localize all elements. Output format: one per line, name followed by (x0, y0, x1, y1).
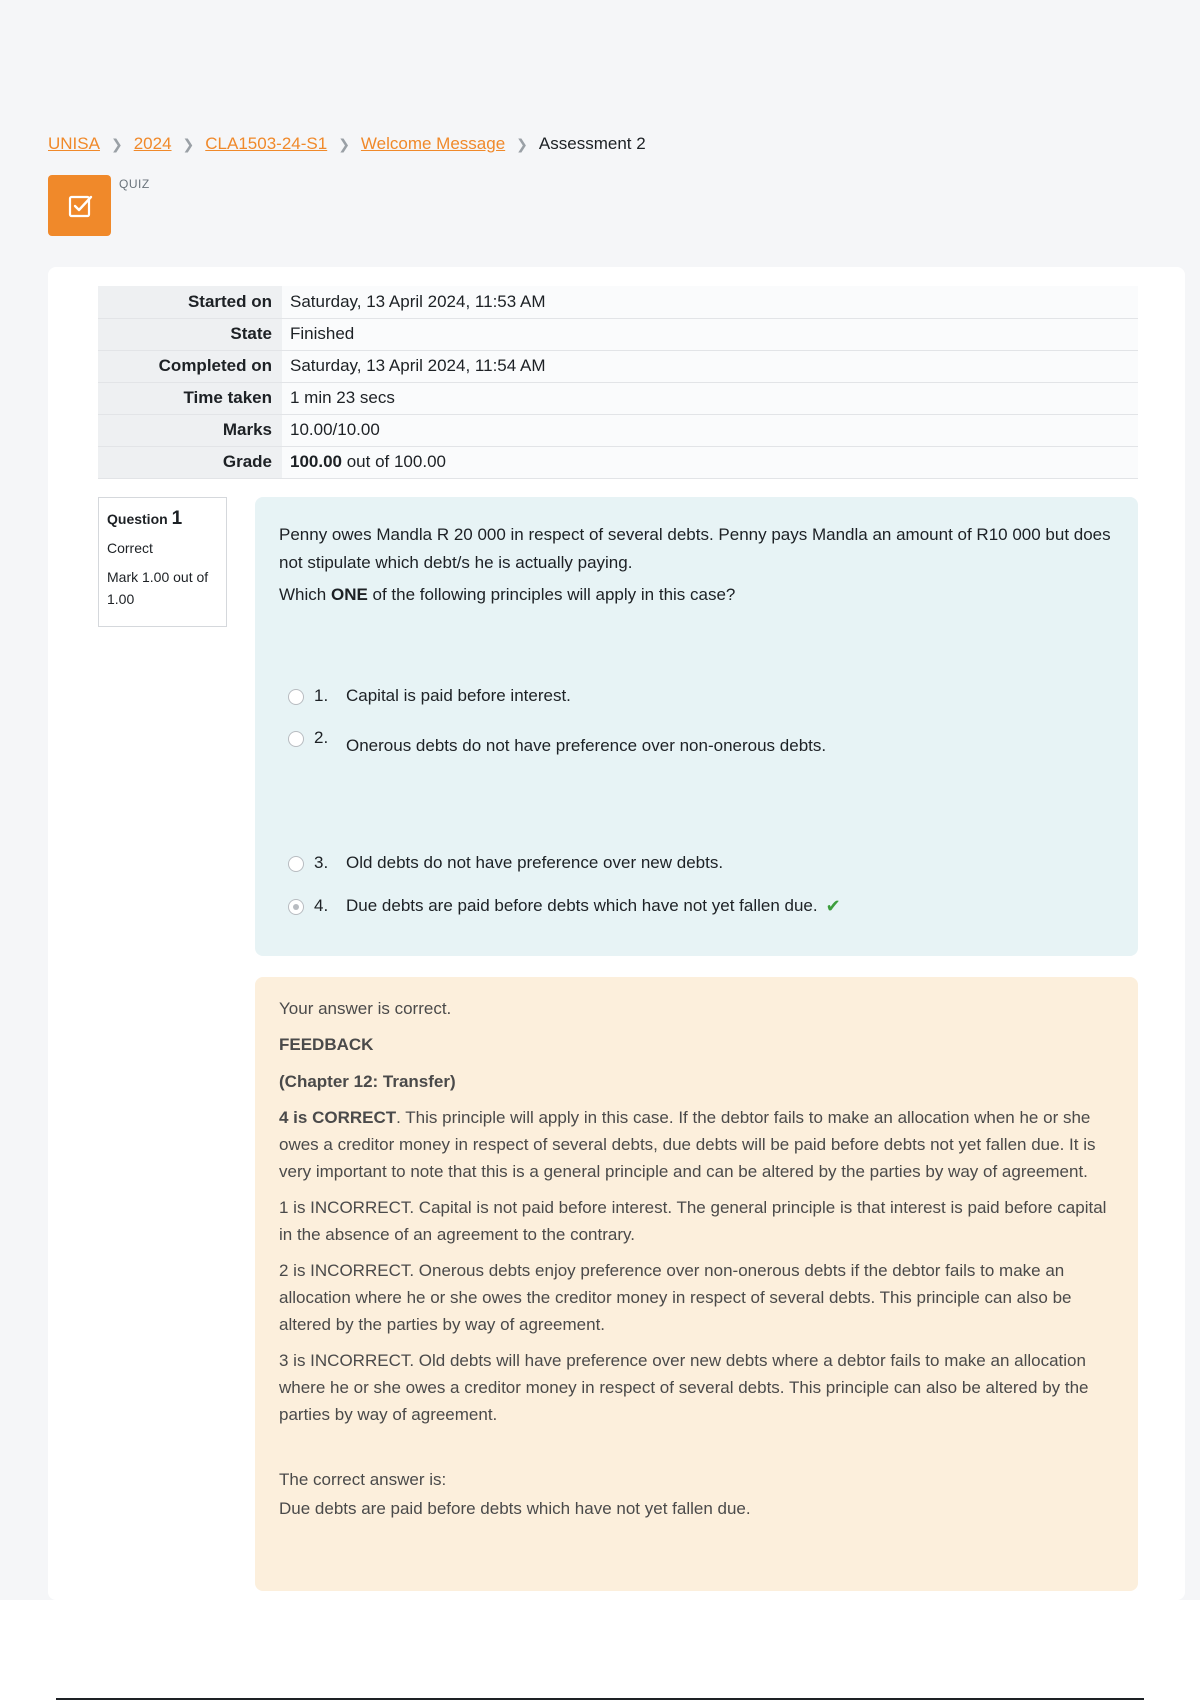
option-text: Old debts do not have preference over new debts. (346, 853, 724, 872)
summary-label: Marks (98, 414, 282, 446)
radio-button[interactable] (288, 689, 304, 705)
correct-check-icon: ✔ (825, 896, 841, 916)
option-number: 4. (314, 896, 329, 915)
breadcrumb-current: Assessment 2 (538, 134, 646, 153)
question-label: Question (107, 511, 168, 527)
question-info-box (98, 497, 227, 627)
feedback-point-4 (279, 1104, 1114, 1185)
prompt-text: Which (279, 585, 331, 604)
breadcrumb-link-unisa[interactable]: UNISA (48, 134, 100, 153)
table-row (98, 414, 1138, 446)
table-row (98, 286, 1138, 318)
option-number: 2. (314, 728, 329, 747)
table-row (98, 446, 1138, 478)
grade-score: 100.00 (290, 452, 342, 471)
option-number: 3. (314, 853, 329, 872)
question-state: Correct (107, 540, 153, 556)
feedback-result: Your answer is correct. (279, 999, 452, 1018)
summary-label: Completed on (98, 350, 282, 382)
radio-button[interactable] (288, 731, 304, 747)
option-text: Onerous debts do not have preference over non-onerous debts. (346, 736, 827, 755)
radio-button[interactable] (288, 856, 304, 872)
feedback-point-2: 2 is INCORRECT. Onerous debts enjoy preference over non-onerous debts if the debtor fails to make an allocation where he or she owes the creditor money in respect of several debts. This principle can also be altered by the parties by way of agreement. (279, 1261, 1072, 1334)
quiz-check-icon (48, 175, 111, 236)
answer-option-1[interactable] (288, 686, 571, 706)
question-prompt (279, 585, 1114, 605)
question-number-value: 1 (171, 508, 183, 529)
summary-value: 10.00/10.00 (282, 414, 1138, 446)
breadcrumb-link-year[interactable]: 2024 (133, 134, 172, 153)
correct-answer-block (279, 1466, 1114, 1522)
summary-value: Finished (282, 318, 1138, 350)
breadcrumb-link-course[interactable]: CLA1503-24-S1 (205, 134, 328, 153)
grade-suffix: out of 100.00 (342, 452, 446, 471)
feedback-correct-label: 4 is CORRECT (279, 1108, 397, 1127)
answer-option-4[interactable] (288, 896, 841, 917)
question-text: Penny owes Mandla R 20 000 in respect of several debts. Penny pays Mandla an amount of R10 000 but does not stipulate which debt/s he is actually paying. (279, 525, 1111, 572)
feedback-point-3: 3 is INCORRECT. Old debts will have preference over new debts where a debtor fails to make an allocation where he or she owes a creditor money in respect of several debts. This principle can also be altered by the parties by way of agreement. (279, 1351, 1089, 1424)
activity-type-label: QUIZ (119, 177, 150, 191)
chevron-right-icon: ❯ (516, 135, 528, 152)
table-row (98, 382, 1138, 414)
summary-label: Grade (98, 446, 282, 478)
prompt-text: of the following principles will apply in this case? (367, 585, 736, 604)
chevron-right-icon: ❯ (182, 135, 195, 152)
summary-value: Saturday, 13 April 2024, 11:53 AM (282, 286, 1138, 318)
option-text: Capital is paid before interest. (346, 686, 571, 705)
attempt-summary-table (98, 286, 1138, 479)
chevron-right-icon: ❯ (338, 135, 350, 152)
table-row (98, 318, 1138, 350)
answer-option-3[interactable] (288, 853, 723, 873)
feedback-heading: FEEDBACK (279, 1035, 374, 1054)
question-mark: Mark 1.00 out of 1.00 (107, 569, 209, 607)
grade-value (282, 446, 1138, 478)
breadcrumb (48, 134, 646, 154)
chevron-right-icon: ❯ (110, 135, 123, 152)
summary-label: Started on (98, 286, 282, 318)
feedback-point-4-text: . This principle will apply in this case. If the debtor fails to make an allocation when he or she owes a creditor money in respect of several debts, due debts will be paid before debts not yet fallen due. It is very important to note that this is a general principle and can be altered by the parties by way of agreement. (279, 1108, 1096, 1181)
summary-label: State (98, 318, 282, 350)
option-text: Due debts are paid before debts which have not yet fallen due. (346, 896, 818, 915)
question-formulation (255, 497, 1138, 956)
table-row (98, 350, 1138, 382)
prompt-emphasis: ONE (330, 585, 368, 604)
radio-button-selected[interactable] (288, 899, 304, 915)
answer-option-2[interactable] (288, 728, 826, 756)
feedback-panel (255, 977, 1138, 1591)
summary-value: Saturday, 13 April 2024, 11:54 AM (282, 350, 1138, 382)
summary-value: 1 min 23 secs (282, 382, 1138, 414)
breadcrumb-link-section[interactable]: Welcome Message (360, 134, 506, 153)
feedback-chapter: (Chapter 12: Transfer) (279, 1072, 456, 1091)
question-number (107, 508, 218, 530)
correct-answer-label: The correct answer is: (279, 1470, 447, 1489)
summary-label: Time taken (98, 382, 282, 414)
correct-answer-text: Due debts are paid before debts which have not yet fallen due. (279, 1499, 751, 1518)
option-number: 1. (314, 686, 329, 705)
feedback-point-1: 1 is INCORRECT. Capital is not paid before interest. The general principle is that interest is paid before capital in the absence of an agreement to the contrary. (279, 1198, 1107, 1244)
